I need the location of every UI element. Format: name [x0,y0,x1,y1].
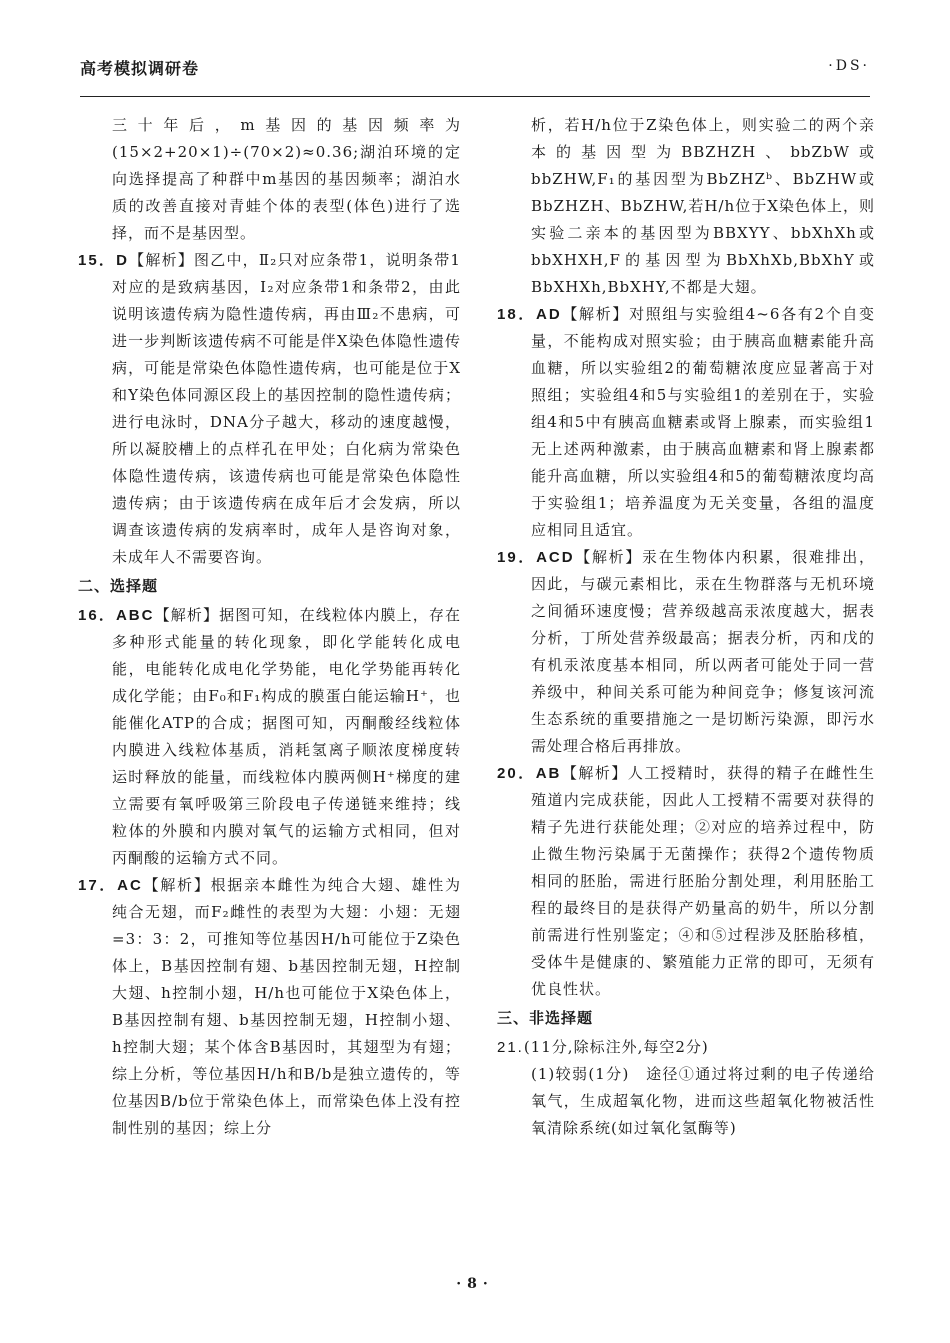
answer-20-label: 20．AB [497,765,562,782]
section-heading-2: 二、选择题 [78,577,159,595]
header-title: 高考模拟调研卷 [80,59,200,78]
answer-20 [497,760,875,1003]
answer-21-text: (11分,除标注外,每空2分) [523,1038,709,1056]
answer-17-label: 17．AC [78,877,143,894]
page-number: ·8· [456,1276,494,1292]
answer-14-continued: 三十年后，m基因的基因频率为(15×2+20×1)÷(70×2)≈0.36;湖泊环境的定向选择提高了种群中m基因的基因频率；湖泊水质的改善直接对青蛙个体的表型(体色)进行了选择，而不是基因型。 [112,116,461,242]
answer-19 [497,544,875,760]
answer-21-label: 21. [497,1039,524,1056]
answer-15-label: 15．D [78,252,129,269]
right-column [497,112,875,1142]
answer-18 [497,301,875,544]
answer-15-text: 【解析】图乙中，Ⅱ₂只对应条带1，说明条带1对应的是致病基因，Ⅰ₂对应条带1和条带2，由此说明该遗传病为隐性遗传病，再由Ⅲ₂不患病，可进一步判断该遗传病不可能是伴X染色体隐性遗传病，可能是常染色体隐性遗传病，也可能是位于X和Y染色体同源区段上的基因控制的隐性遗传病；进行电泳时，DNA分子越大，移动的速度越慢，所以凝胶槽上的点样孔在甲处；白化病为常染色体隐性遗传病，该遗传病也可能是常染色体隐性遗传病；由于该遗传病在成年后才会发病，所以调查该遗传病的发病率时，成年人是咨询对象，未成年人不需要咨询。 [112,251,461,566]
answer-16 [78,602,461,872]
header-rule [80,96,870,97]
answer-21 [497,1034,875,1061]
answer-18-text: 【解析】对照组与实验组4~6各有2个自变量，不能构成对照实验；由于胰高血糖素能升高血糖，所以实验组2的葡萄糖浓度应显著高于对照组；实验组4和5与实验组1的差别在于，实验组4和5中有胰高血糖素或肾上腺素，而实验组1无上述两种激素，由于胰高血糖素和肾上腺素都能升高血糖，所以实验组4和5的葡萄糖浓度均高于实验组1；培养温度为无关变量，各组的温度应相同且适宜。 [531,305,875,539]
answer-21-part-1: (1)较弱(1分) 途径①通过将过剩的电子传递给氧气，生成超氧化物，进而这些超氧化物被活性氧清除系统(如过氧化氢酶等) [531,1065,875,1137]
answer-17 [78,872,461,1142]
page-header [80,56,870,86]
answer-20-text: 【解析】人工授精时，获得的精子在雌性生殖道内完成获能，因此人工授精不需要对获得的精子先进行获能处理；②对应的培养过程中，防止微生物污染属于无菌操作；获得2个遗传物质相同的胚胎，需进行胚胎分割处理，利用胚胎工程的最终目的是获得产奶量高的奶牛，所以分割前需进行性别鉴定；④和⑤过程涉及胚胎移植，受体牛是健康的、繁殖能力正常的即可，无须有优良性状。 [531,764,875,998]
left-column [78,112,461,1142]
answer-17-text: 【解析】根据亲本雌性为纯合大翅、雄性为纯合无翅，而F₂雌性的表型为大翅：小翅：无翅=3：3：2，可推知等位基因H/h可能位于Z染色体上，B基因控制有翅、b基因控制无翅，H控制大翅、h控制小翅，H/h也可能位于X染色体上，B基因控制有翅、b基因控制无翅，H控制小翅、h控制大翅；某个体含B基因时，其翅型为有翅；综上分析，等位基因H/h和B/b是独立遗传的，等位基因B/b位于常染色体上，而常染色体上没有控制性别的基因；综上分 [112,876,461,1137]
page-footer [0,1276,950,1292]
answer-16-text: 【解析】据图可知，在线粒体内膜上，存在多种形式能量的转化现象，即化学能转化成电能，电能转化成电化学势能，电化学势能再转化成化学能；由F₀和F₁构成的膜蛋白能运输H⁺，也能催化ATP的合成；据图可知，丙酮酸经线粒体内膜进入线粒体基质，消耗氢离子顺浓度梯度转运时释放的能量，而线粒体内膜两侧H⁺梯度的建立需要有氧呼吸第三阶段电子传递链来维持；线粒体的外膜和内膜对氧气的运输方式相同，但对丙酮酸的运输方式不同。 [112,606,461,867]
answer-16-label: 16．ABC [78,607,155,624]
header-code: ·DS· [828,58,870,74]
answer-19-text: 【解析】汞在生物体内积累，很难排出，因此，与碳元素相比，汞在生物群落与无机环境之间循环速度慢；营养级越高汞浓度越大，据表分析，丁所处营养级最高；据表分析，丙和戊的有机汞浓度基本相同，所以两者可能处于同一营养级中，种间关系可能为种间竞争；修复该河流生态系统的重要措施之一是切断污染源，即污水需处理合格后再排放。 [531,548,875,755]
answer-19-label: 19．ACD [497,549,575,566]
answer-18-label: 18．AD [497,306,562,323]
answer-15 [78,247,461,571]
answer-17-continued: 析，若H/h位于Z染色体上，则实验二的两个亲本的基因型为BBZHZH、bbZbW或bbZHW,F₁的基因型为BbZHZᵇ、BbZHW或BbZHZH、BbZHW,若H/h位于X染色体上，则实验二亲本的基因型为BBXYY、bbXhXh或bbXHXH,F的基因型为BbXhXb,BbXhY或BbXHXh,BbXHY,不都是大翅。 [531,116,875,296]
section-heading-3: 三、非选择题 [497,1009,594,1027]
